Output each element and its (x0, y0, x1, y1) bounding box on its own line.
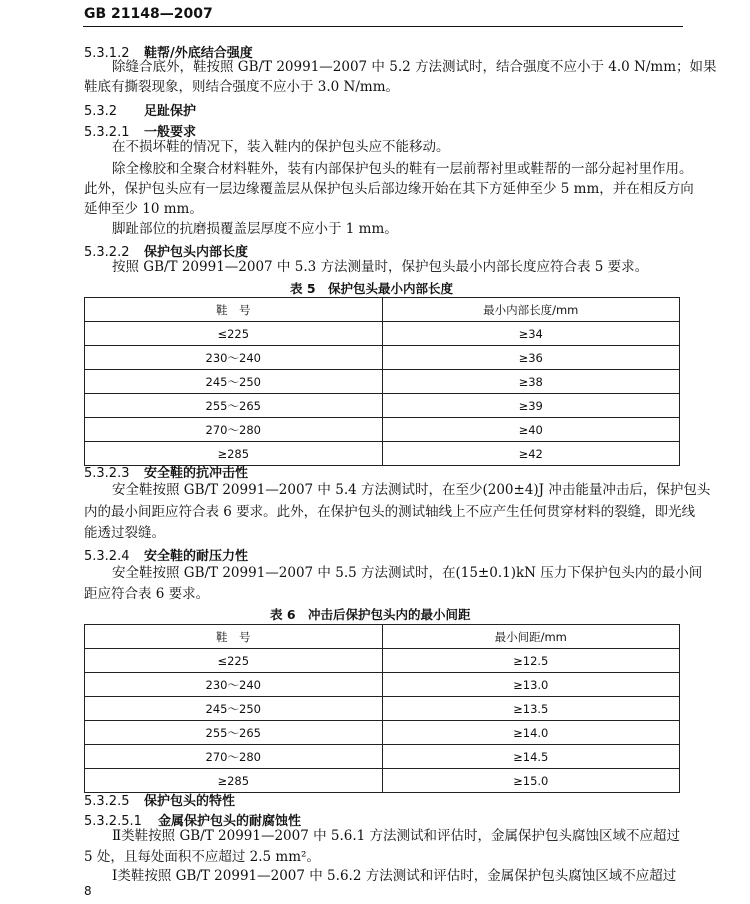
section-title: 一般要求 (144, 125, 197, 140)
table-row (85, 370, 680, 394)
table-cell: ≥39 (382, 394, 680, 418)
standard-number: GB 21148—2007 (84, 6, 213, 22)
section-title: 鞋帮/外底结合强度 (144, 46, 253, 61)
table-row (85, 697, 680, 721)
page-number: 8 (84, 884, 92, 898)
table-cell: 270～280 (85, 745, 383, 769)
section-number: 5.3.2.5.1 (84, 814, 142, 829)
table-cell: 255～265 (85, 394, 383, 418)
section-title: 足趾保护 (144, 104, 197, 119)
table-row (85, 649, 680, 673)
section-title: 保护包头的特性 (144, 794, 236, 809)
table-cell: ≥285 (85, 769, 383, 793)
paragraph-line: 能透过裂缝。 (84, 525, 165, 541)
table-5-caption: 表 5 保护包头最小内部长度 (290, 281, 454, 296)
table-cell: 245～250 (85, 697, 383, 721)
paragraph-line: 按照 GB/T 20991—2007 中 5.3 方法测量时，保护包头最小内部长度应符合表 5 要求。 (112, 259, 649, 275)
table-cell: 255～265 (85, 721, 383, 745)
section-number: 5.3.2.5 (84, 794, 130, 809)
section-title: 金属保护包头的耐腐蚀性 (158, 814, 302, 829)
section-title: 安全鞋的抗冲击性 (144, 466, 249, 481)
table-cell: ≥14.5 (382, 745, 680, 769)
section-number: 5.3.2.4 (84, 549, 130, 564)
table-6 (84, 624, 680, 793)
column-header: 鞋 号 (85, 298, 383, 322)
table-cell: ≥34 (382, 322, 680, 346)
paragraph-line: 在不损坏鞋的情况下，装入鞋内的保护包头应不能移动。 (112, 139, 450, 155)
header-rule (83, 26, 683, 27)
table-6-caption: 表 6 冲击后保护包头内的最小间距 (270, 607, 471, 622)
table-cell: 230～240 (85, 673, 383, 697)
section-title: 保护包头内部长度 (144, 245, 249, 260)
table-row (85, 322, 680, 346)
table-row (85, 418, 680, 442)
column-header: 鞋 号 (85, 625, 383, 649)
table-row (85, 673, 680, 697)
table-row (85, 769, 680, 793)
paragraph-line: 延伸至少 10 mm。 (84, 201, 203, 217)
paragraph-line: 脚趾部位的抗磨损覆盖层厚度不应小于 1 mm。 (112, 221, 398, 237)
section-number: 5.3.1.2 (84, 46, 130, 61)
table-cell: ≥13.5 (382, 697, 680, 721)
section-heading-5-3-2-5 (84, 790, 235, 809)
paragraph-line: 此外，保护包头应有一层边缘覆盖层从保护包头后部边缘开始在其下方延伸至少 5 mm，并在相反方向 (84, 181, 694, 197)
table-cell: ≥285 (85, 442, 383, 466)
table-cell: ≥40 (382, 418, 680, 442)
paragraph-line: 除全橡胶和全聚合材料鞋外，装有内部保护包头的鞋有一层前帮衬里或鞋帮的一部分起衬里作用。 (112, 161, 693, 177)
table-cell: 245～250 (85, 370, 383, 394)
table-cell: ≥42 (382, 442, 680, 466)
table-cell: 270～280 (85, 418, 383, 442)
table-row (85, 346, 680, 370)
paragraph-line: 5 处，且每处面积不应超过 2.5 mm²。 (84, 849, 320, 865)
table-5 (84, 297, 680, 466)
table-cell: ≥13.0 (382, 673, 680, 697)
section-heading-5-3-2-3 (84, 462, 248, 481)
section-number: 5.3.2.3 (84, 466, 130, 481)
section-number: 5.3.2 (84, 104, 118, 119)
table-cell: ≤225 (85, 322, 383, 346)
section-heading-5-3-2 (84, 100, 196, 119)
table-cell: ≥12.5 (382, 649, 680, 673)
paragraph-line: Ⅰ类鞋按照 GB/T 20991—2007 中 5.6.2 方法测试和评估时，金属保护包头腐蚀区域不应超过 (112, 868, 677, 884)
paragraph-line: 鞋底有撕裂现象，则结合强度不应小于 3.0 N/mm。 (84, 79, 400, 95)
table-cell: ≥36 (382, 346, 680, 370)
table-row (85, 745, 680, 769)
section-number: 5.3.2.1 (84, 125, 130, 140)
paragraph-line: 除缝合底外，鞋按照 GB/T 20991—2007 中 5.2 方法测试时，结合强度不应小于 4.0 N/mm；如果 (112, 59, 717, 75)
table-cell: ≥15.0 (382, 769, 680, 793)
column-header: 最小内部长度/mm (382, 298, 680, 322)
paragraph-line: 内的最小间距应符合表 6 要求。此外，在保护包头的测试轴线上不应产生任何贯穿材料的裂缝，即光线 (84, 504, 696, 520)
paragraph-line: 安全鞋按照 GB/T 20991—2007 中 5.4 方法测试时，在至少(200±4)J 冲击能量冲击后，保护包头 (112, 482, 711, 498)
table-header-row (85, 298, 680, 322)
section-title: 安全鞋的耐压力性 (144, 549, 249, 564)
table-row (85, 721, 680, 745)
table-cell: ≤225 (85, 649, 383, 673)
paragraph-line: 安全鞋按照 GB/T 20991—2007 中 5.5 方法测试时，在(15±0.1)kN 压力下保护包头内的最小间 (112, 565, 703, 581)
table-cell: 230～240 (85, 346, 383, 370)
section-number: 5.3.2.2 (84, 245, 130, 260)
table-header-row (85, 625, 680, 649)
table-cell: ≥14.0 (382, 721, 680, 745)
paragraph-line: Ⅱ类鞋按照 GB/T 20991—2007 中 5.6.1 方法测试和评估时，金属保护包头腐蚀区域不应超过 (112, 828, 681, 844)
table-row (85, 394, 680, 418)
section-heading-5-3-2-4 (84, 545, 248, 564)
paragraph-line: 距应符合表 6 要求。 (84, 586, 210, 602)
column-header: 最小间距/mm (382, 625, 680, 649)
table-cell: ≥38 (382, 370, 680, 394)
